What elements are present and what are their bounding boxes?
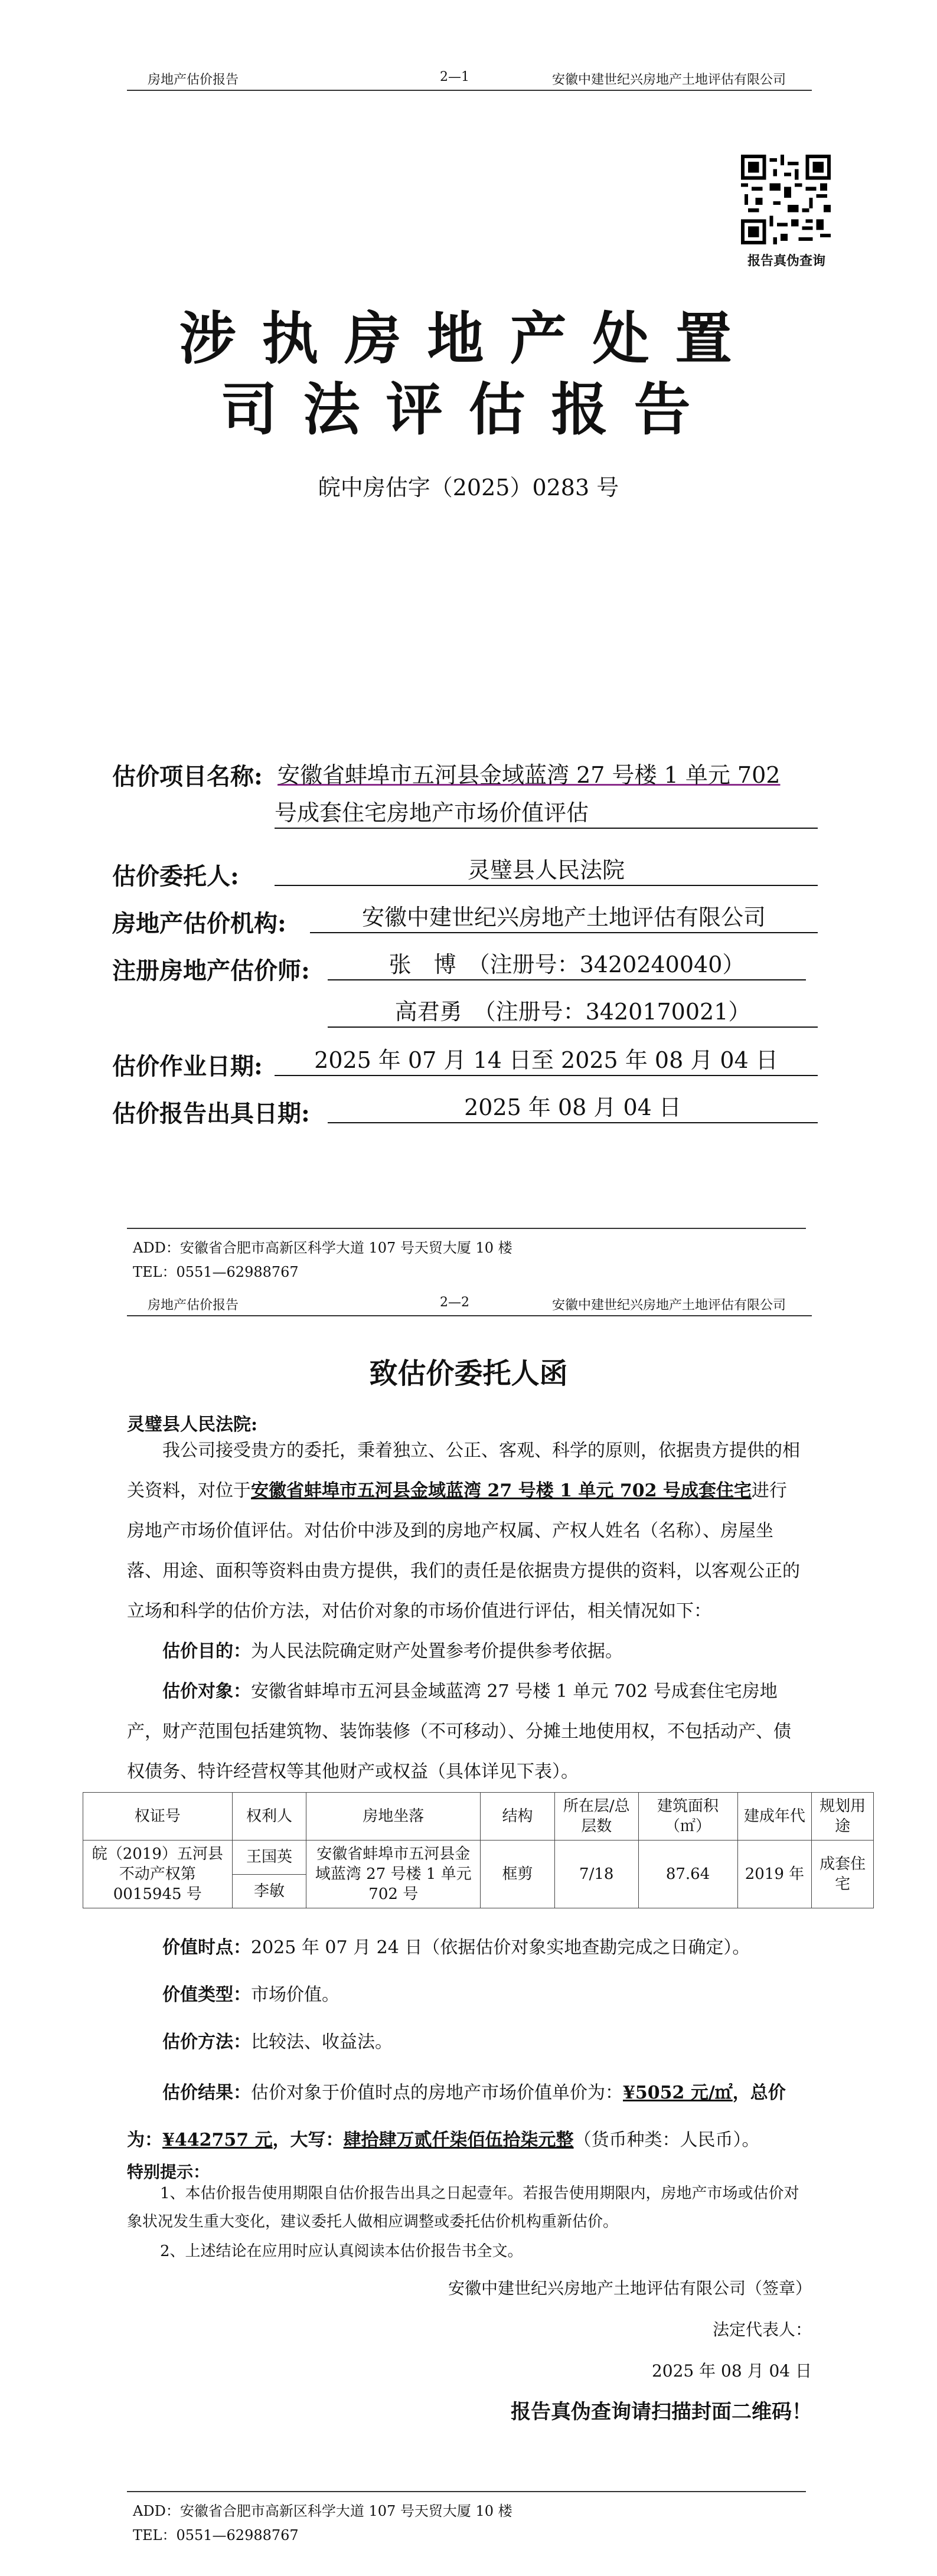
project-name-value-1: 安徽省蚌埠市五河县金域蓝湾 27 号楼 1 单元 702 xyxy=(277,762,781,788)
page1-header xyxy=(127,66,812,91)
client-value: 灵璧县人民法院 xyxy=(275,855,818,886)
header-left: 房地产估价报告 xyxy=(148,73,239,87)
total-price: ¥442757 元 xyxy=(162,2130,273,2150)
method-label: 估价方法： xyxy=(162,2032,251,2052)
note-1: 1、本估价报告使用期限自估价报告出具之日起壹年。若报告使用期限内，房地产市场或估价对象状况发生重大变化，建议委托人做相应调整或委托估价机构重新估价。 xyxy=(127,2185,799,2231)
intro-text-a: 我公司接受贵方的委托，秉着独立、公正、客观、科学的原则，依据贵方提供的相关资料，对位于 xyxy=(127,1440,800,1501)
planned-use: 成套住宅 xyxy=(812,1841,874,1908)
signature-company: 安徽中建世纪兴房地产土地评估有限公司（签章） xyxy=(448,2278,812,2298)
salutation: 灵璧县人民法院: xyxy=(127,1414,258,1435)
project-name-value-2: 号成套住宅房地产市场价值评估 xyxy=(275,798,818,829)
header-company: 安徽中建世纪兴房地产土地评估有限公司 xyxy=(552,1298,786,1313)
header-page-number: 2—2 xyxy=(440,1295,469,1310)
table-header: 建筑面积（㎡） xyxy=(638,1793,737,1841)
report-title-line2: 司法评估报告 xyxy=(220,376,717,443)
value-date-label: 价值时点： xyxy=(162,1937,251,1958)
qr-code-icon xyxy=(741,155,831,244)
footer-address: ADD：安徽省合肥市高新区科学大道 107 号天贸大厦 10 楼 xyxy=(133,1240,512,1256)
value-type-value: 市场价值。 xyxy=(251,1985,339,2005)
unit-price: ¥5052 元/㎡ xyxy=(623,2083,733,2103)
result-text-a: 估价对象于价值时点的房地产市场价值单价为： xyxy=(251,2083,623,2103)
location: 安徽省蚌埠市五河县金域蓝湾 27 号楼 1 单元 702 号 xyxy=(306,1841,481,1908)
total-price-words: 肆拾肆万贰仟柒佰伍拾柒元整 xyxy=(343,2130,574,2150)
table-header-row xyxy=(83,1793,874,1841)
value-date-value: 2025 年 07 月 24 日（依据估价对象实地查勘完成之日确定）。 xyxy=(251,1937,750,1958)
table-header: 房地坐落 xyxy=(306,1793,481,1841)
structure: 框剪 xyxy=(481,1841,555,1908)
result-paragraph xyxy=(127,2070,803,2164)
intro-paragraph xyxy=(127,1431,803,1632)
value-date-paragraph xyxy=(127,1928,803,1968)
table-header: 规划用途 xyxy=(812,1793,874,1841)
intro-text-c: 进行房地产市场价值评估。对估价中涉及到的房地产权属、产权人姓名（名称）、房屋坐落、用途、面积等资料由贵方提供，我们的责任是依据贵方提供的资料，以客观公正的立场和科学的估价方法，对估价对象的市场价值进行评估，相关情况如下： xyxy=(127,1480,800,1622)
object-label: 估价对象： xyxy=(162,1681,251,1702)
result-text-c: ，大写： xyxy=(272,2130,344,2150)
purpose-value: 为人民法院确定财产处置参考价提供参考依据。 xyxy=(251,1641,623,1662)
appraiser-2: 高君勇 （注册号：3420170021） xyxy=(328,997,818,1028)
table-header: 权证号 xyxy=(83,1793,233,1841)
build-year: 2019 年 xyxy=(737,1841,812,1908)
owner-2: 李敏 xyxy=(232,1874,306,1908)
table-header: 所在层/总层数 xyxy=(554,1793,638,1841)
appraiser-1: 张 博 （注册号：3420240040） xyxy=(328,950,806,980)
method-paragraph xyxy=(127,2022,803,2062)
appraiser-label: 注册房地产估价师: xyxy=(112,957,310,985)
method-value: 比较法、收益法。 xyxy=(251,2032,393,2052)
purpose-paragraph xyxy=(127,1632,803,1672)
value-type-label: 价值类型： xyxy=(162,1985,251,2005)
value-type-paragraph xyxy=(127,1975,803,2015)
header-left: 房地产估价报告 xyxy=(148,1298,239,1313)
table-row xyxy=(83,1841,874,1875)
owner-1: 王国英 xyxy=(232,1841,306,1875)
report-title-line1: 涉执房地产处置 xyxy=(179,305,758,372)
verify-note: 报告真伪查询请扫描封面二维码！ xyxy=(511,2400,812,2424)
page2-header xyxy=(127,1292,812,1316)
table-header: 结构 xyxy=(481,1793,555,1841)
header-company: 安徽中建世纪兴房地产土地评估有限公司 xyxy=(552,73,786,87)
client-label: 估价委托人: xyxy=(112,862,239,890)
signature-date: 2025 年 08 月 04 日 xyxy=(651,2361,812,2381)
subject-property: 安徽省蚌埠市五河县金域蓝湾 27 号楼 1 单元 702 号成套住宅 xyxy=(251,1480,752,1501)
floor: 7/18 xyxy=(554,1841,638,1908)
issue-date-value: 2025 年 08 月 04 日 xyxy=(328,1093,818,1123)
property-table xyxy=(83,1792,874,1908)
agency-label: 房地产估价机构: xyxy=(112,910,286,937)
table-header: 建成年代 xyxy=(737,1793,812,1841)
table-header: 权利人 xyxy=(232,1793,306,1841)
result-label: 估价结果： xyxy=(162,2083,251,2103)
purpose-label: 估价目的： xyxy=(162,1641,251,1662)
page2-footer xyxy=(127,2491,806,2544)
signature-representative: 法定代表人： xyxy=(712,2320,812,2339)
work-date-value: 2025 年 07 月 14 日至 2025 年 08 月 04 日 xyxy=(275,1045,818,1076)
header-page-number: 2—1 xyxy=(440,70,469,84)
project-name-label: 估价项目名称: xyxy=(112,763,263,790)
object-paragraph xyxy=(127,1672,803,1792)
result-text-d: （货币种类：人民币）。 xyxy=(573,2130,760,2150)
footer-tel: TEL：0551—62988767 xyxy=(133,2527,299,2544)
document-number: 皖中房估字（2025）0283 号 xyxy=(318,475,619,501)
work-date-label: 估价作业日期: xyxy=(112,1052,263,1080)
cert-number: 皖（2019）五河县不动产权第 0015945 号 xyxy=(83,1841,233,1908)
agency-value: 安徽中建世纪兴房地产土地评估有限公司 xyxy=(310,903,818,933)
footer-address: ADD：安徽省合肥市高新区科学大道 107 号天贸大厦 10 楼 xyxy=(133,2503,512,2519)
area: 87.64 xyxy=(638,1841,737,1908)
object-value: 安徽省蚌埠市五河县金域蓝湾 27 号楼 1 单元 702 号成套住宅房地产，财产范围包括建筑物、装饰装修（不可移动）、分摊土地使用权，不包括动产、债权债务、特许经营权等其他财产或权益（具体详见下表）。 xyxy=(127,1681,791,1782)
letter-title: 致估价委托人函 xyxy=(369,1357,568,1390)
footer-tel: TEL：0551—62988767 xyxy=(133,1264,299,1280)
note-2: 2、上述结论在应用时应认真阅读本估价报告书全文。 xyxy=(160,2242,523,2260)
notes-title: 特别提示： xyxy=(127,2162,210,2182)
result-text-b: ，总价为： xyxy=(127,2083,786,2150)
page1-footer xyxy=(127,1228,806,1281)
issue-date-label: 估价报告出具日期: xyxy=(112,1100,310,1127)
qr-caption: 报告真伪查询 xyxy=(747,253,825,269)
